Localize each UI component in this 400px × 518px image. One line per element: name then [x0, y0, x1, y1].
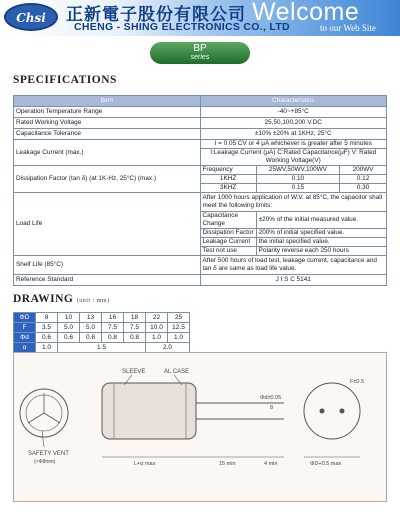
mark-eight-label: 8 — [270, 405, 274, 411]
dim-header: α — [14, 343, 36, 353]
series-badge — [150, 42, 250, 64]
dim-cell: 8 — [36, 313, 58, 323]
row-label: Load Life — [14, 193, 201, 256]
leakage-formula: I = 0.05 CV or 4 μA whichever is greater after 5 minutes — [201, 140, 387, 149]
dim-cell: 0.6 — [58, 333, 80, 343]
safety-vent-label: SAFETY VENT — [28, 451, 69, 457]
dim-header: F — [14, 323, 36, 333]
leakage-subtable — [201, 140, 387, 165]
al-case-label: AL CASE — [164, 369, 190, 375]
row-label: Leakage Current (max.) — [14, 140, 201, 166]
load-life-item: Test not use — [201, 247, 257, 256]
dissipation-subtable — [201, 166, 387, 192]
row-value: 25,50,100,200 V.DC — [200, 118, 387, 129]
row-value: -40~+85°C — [200, 107, 387, 118]
cut-length-label: 4 min — [264, 461, 278, 467]
dim-cell: 1.5 — [58, 343, 146, 353]
table-row — [14, 323, 190, 333]
dissipation-freq: 1KHZ — [201, 175, 257, 184]
dim-cell: 10.0 — [146, 323, 168, 333]
dissipation-head-low: 25WV,50WV,100WV — [256, 166, 339, 175]
table-row — [14, 140, 387, 166]
company-logo[interactable] — [4, 3, 58, 31]
table-row — [14, 166, 387, 193]
header-banner — [0, 0, 400, 36]
dim-cell: 10 — [58, 313, 80, 323]
row-label: Capacitance Tolerance — [14, 129, 201, 140]
row-value: After 500 hours of load test, leakage current, capacitance and tan δ are same as load life value. — [200, 256, 387, 275]
dim-cell: 25 — [168, 313, 190, 323]
column-header-characteristics: Characteristics — [200, 96, 387, 107]
bottom-view — [304, 383, 360, 439]
welcome-title: Welcome — [252, 0, 360, 26]
specifications-heading: SPECIFICATIONS — [13, 74, 117, 86]
company-name-english: CHENG - SHING ELECTRONICS CO., LTD — [74, 21, 290, 33]
table-row — [14, 193, 387, 256]
dim-cell: 7.5 — [102, 323, 124, 333]
dissipation-value: 0.12 — [340, 175, 386, 184]
specifications-table — [13, 95, 387, 286]
lead-length-label: 15 min — [219, 461, 236, 467]
company-name-chinese: 正新電子股份有限公司 — [66, 5, 246, 25]
dim-cell: 16 — [102, 313, 124, 323]
dim-cell: 18 — [124, 313, 146, 323]
row-label: Operation Temperature Range — [14, 107, 201, 118]
load-life-subtable — [201, 211, 387, 255]
dissipation-freq: 3KHZ — [201, 184, 257, 193]
safety-vent-note: (>Φ8mm) — [34, 459, 56, 465]
dim-cell: 22 — [146, 313, 168, 323]
end-view — [20, 389, 68, 437]
dissipation-head-frequency: Frequency — [201, 166, 257, 175]
dim-cell: 1.0 — [168, 333, 190, 343]
dim-cell: 13 — [80, 313, 102, 323]
diagram-svg — [14, 353, 388, 503]
dim-cell: 12.5 — [168, 323, 190, 333]
dim-cell: 1.0 — [36, 343, 58, 353]
row-label: Shelf Life (85°C) — [14, 256, 201, 275]
dimensions-table — [13, 312, 190, 353]
dim-cell: 0.6 — [80, 333, 102, 343]
lead-diameter-label: Φd±0.05 — [260, 395, 282, 401]
dim-cell: 0.8 — [124, 333, 146, 343]
drawing-unit: (unit : mm) — [76, 298, 110, 304]
load-life-limit: Polarity reverse each 250 hours — [256, 247, 386, 256]
length-label: L+α max — [134, 461, 156, 467]
table-row — [14, 118, 387, 129]
dissipation-value: 0.15 — [256, 184, 339, 193]
web-site-tagline: to our Web Site — [320, 23, 376, 33]
dim-header: Φd — [14, 333, 36, 343]
row-value: ±10% ±20% at 1KHz, 25°C — [200, 129, 387, 140]
lead-spacing-label: F±0.5 — [350, 379, 365, 385]
drawing-title: DRAWING — [13, 293, 74, 305]
side-view — [102, 383, 284, 439]
dim-cell: 7.5 — [124, 323, 146, 333]
load-life-item: Dissipation Factor — [201, 229, 257, 238]
dim-cell: 5.0 — [80, 323, 102, 333]
load-life-limit: the initial specified value. — [256, 238, 386, 247]
dim-cell: 1.0 — [146, 333, 168, 343]
load-life-limit: 200% of initial specified value. — [256, 229, 386, 238]
drawing-heading — [13, 293, 110, 305]
row-label: Reference Standard — [14, 275, 201, 286]
load-life-intro: After 1000 hours application of W.V. at 85°C, the capacitor shall meet the following limits: — [202, 194, 383, 209]
column-header-item: Item — [14, 96, 201, 107]
table-header-row — [14, 96, 387, 107]
body-diameter-label: ΦD+0.5 max — [310, 461, 342, 467]
sleeve-label: SLEEVE — [122, 369, 146, 375]
logo-text: Chsi — [16, 11, 46, 25]
table-row — [14, 275, 387, 286]
dim-cell: 0.6 — [36, 333, 58, 343]
table-row — [14, 343, 190, 353]
dim-cell: 2.0 — [146, 343, 190, 353]
dissipation-head-high: 200WV — [340, 166, 386, 175]
table-row — [14, 333, 190, 343]
series-label: series — [190, 54, 210, 61]
series-name: BP — [193, 43, 207, 54]
capacitor-dimension-diagram — [13, 352, 387, 502]
row-value: J I S C 5141 — [200, 275, 387, 286]
load-life-item: Leakage Current — [201, 238, 257, 247]
table-row — [14, 256, 387, 275]
table-row — [14, 129, 387, 140]
row-label: Dissipation Factor (tan δ) (at 1K-Hz, 25°C) (max.) — [14, 166, 201, 193]
dissipation-value: 0.10 — [256, 175, 339, 184]
row-label: Rated Working Voltage — [14, 118, 201, 129]
dim-cell: 5.0 — [58, 323, 80, 333]
dim-cell: 0.8 — [102, 333, 124, 343]
load-life-item: Capacitance Change — [201, 212, 257, 229]
load-life-limit: ±20% of the initial measured value. — [256, 212, 386, 229]
safety-vent-leader — [42, 431, 44, 447]
dim-header: ΦD — [14, 313, 36, 323]
dissipation-value: 0.30 — [340, 184, 386, 193]
dim-cell: 3.5 — [36, 323, 58, 333]
table-row — [14, 313, 190, 323]
table-row — [14, 107, 387, 118]
leakage-legend: I:Leakage Current (μA) C:Rated Capacitance(μF) V: Rated Working Voltage(V) — [210, 149, 377, 164]
